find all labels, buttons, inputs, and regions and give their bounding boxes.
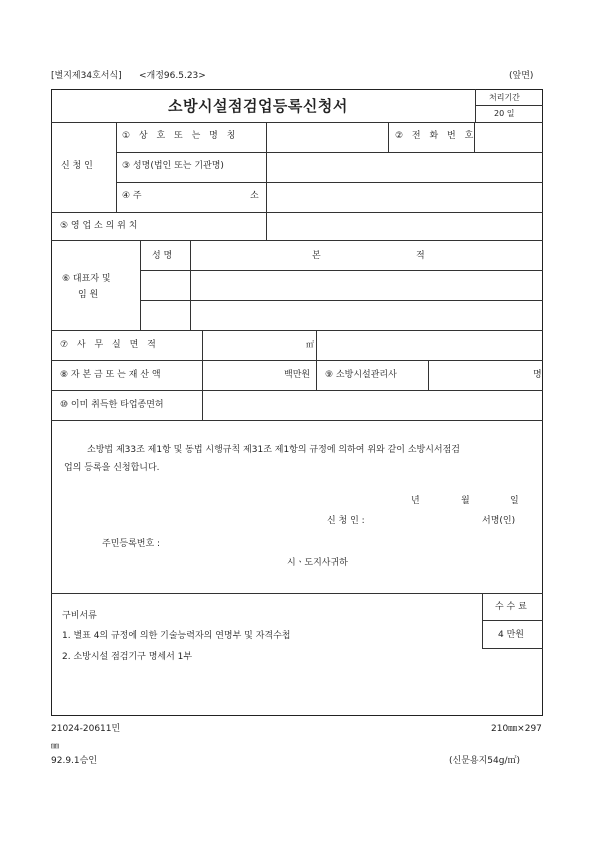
applicant-sign-label: 신 청 인 : [327,516,365,526]
form-number: [별지제34호서식] [51,71,122,81]
phone-field[interactable] [475,123,542,151]
capital-unit: 백만원 [284,370,311,380]
office-area-field[interactable] [203,331,315,359]
address-field[interactable] [267,183,542,211]
officer-origin-field-1[interactable] [191,271,542,299]
manager-unit: 명 [533,370,542,380]
date-year: 년 [411,496,420,506]
approval-date: 92.9.1승인 [51,756,98,766]
officers-label-b: 임 원 [78,290,99,300]
page-side: (앞면) [509,71,534,81]
area-unit: ㎡ [306,340,314,349]
footer-mark: ㎜ [51,741,59,750]
required-documents-title: 구비서류 [62,611,97,621]
office-location-label: ⑤ 영 업 소 의 위 치 [60,221,138,231]
required-document-2: 2. 소방시설 점검기구 명세서 1부 [62,652,193,662]
applicant-section-label: 신 청 인 [61,161,93,171]
address-label-a: ④ 주 [122,191,142,201]
phone-label: ② 전 화 번 호 [395,131,477,141]
origin-header-b: 적 [416,251,425,261]
existing-licenses-field[interactable] [203,391,542,419]
business-name-field[interactable] [267,123,387,151]
fire-manager-label: ⑨ 소방시설관리사 [325,370,397,380]
fire-manager-field[interactable] [429,361,542,389]
officer-origin-field-2[interactable] [191,301,542,329]
recipient: 시ㆍ도지사귀하 [287,558,348,568]
required-document-1: 1. 별표 4의 규정에 의한 기술능력자의 연명부 및 자격수첩 [62,631,291,641]
statement-line-1: 소방법 제33조 제1항 및 동법 시행규칙 제31조 제1항의 규정에 의하여 위와 같이 소방시서점검 [87,445,460,455]
date-month: 월 [461,496,470,506]
representative-name-label: ③ 성명(법인 또는 기관명) [122,161,224,171]
statement-line-2: 업의 등록을 신청합니다. [64,463,160,473]
processing-period-label: 처리기간 [489,93,520,102]
fee-value: 4 만원 [498,630,524,640]
paper-type: (신문용지54g/㎡) [449,756,520,766]
paper-size: 210㎜×297 [491,724,542,734]
date-day: 일 [510,496,519,506]
office-location-field[interactable] [267,213,542,239]
form-title: 소방시설점검업등록신청서 [168,97,348,115]
form-code: 21024-20611민 [51,724,121,734]
signature-mark: 서명(인) [482,516,516,526]
processing-period-value: 20 일 [494,109,515,118]
officer-name-field-2[interactable] [141,301,189,329]
officers-label-a: ⑥ 대표자 및 [62,274,111,284]
officer-name-field-1[interactable] [141,271,189,299]
resident-number-label: 주민등록번호 : [102,539,161,549]
revision-date: <개정96.5.23> [139,71,206,81]
representative-name-field[interactable] [267,153,542,181]
business-name-label: ① 상 호 또 는 명 칭 [122,131,239,141]
office-area-label: ⑦ 사 무 실 면 적 [60,340,159,350]
origin-header-a: 본 [312,251,321,261]
existing-licenses-label: ⑩ 이미 취득한 타업종면허 [60,400,164,410]
capital-label: ⑧ 자 본 금 또 는 재 산 액 [60,370,161,380]
officer-name-header: 성 명 [152,251,173,261]
address-label-b: 소 [250,191,259,201]
fee-label: 수 수 료 [495,602,527,612]
